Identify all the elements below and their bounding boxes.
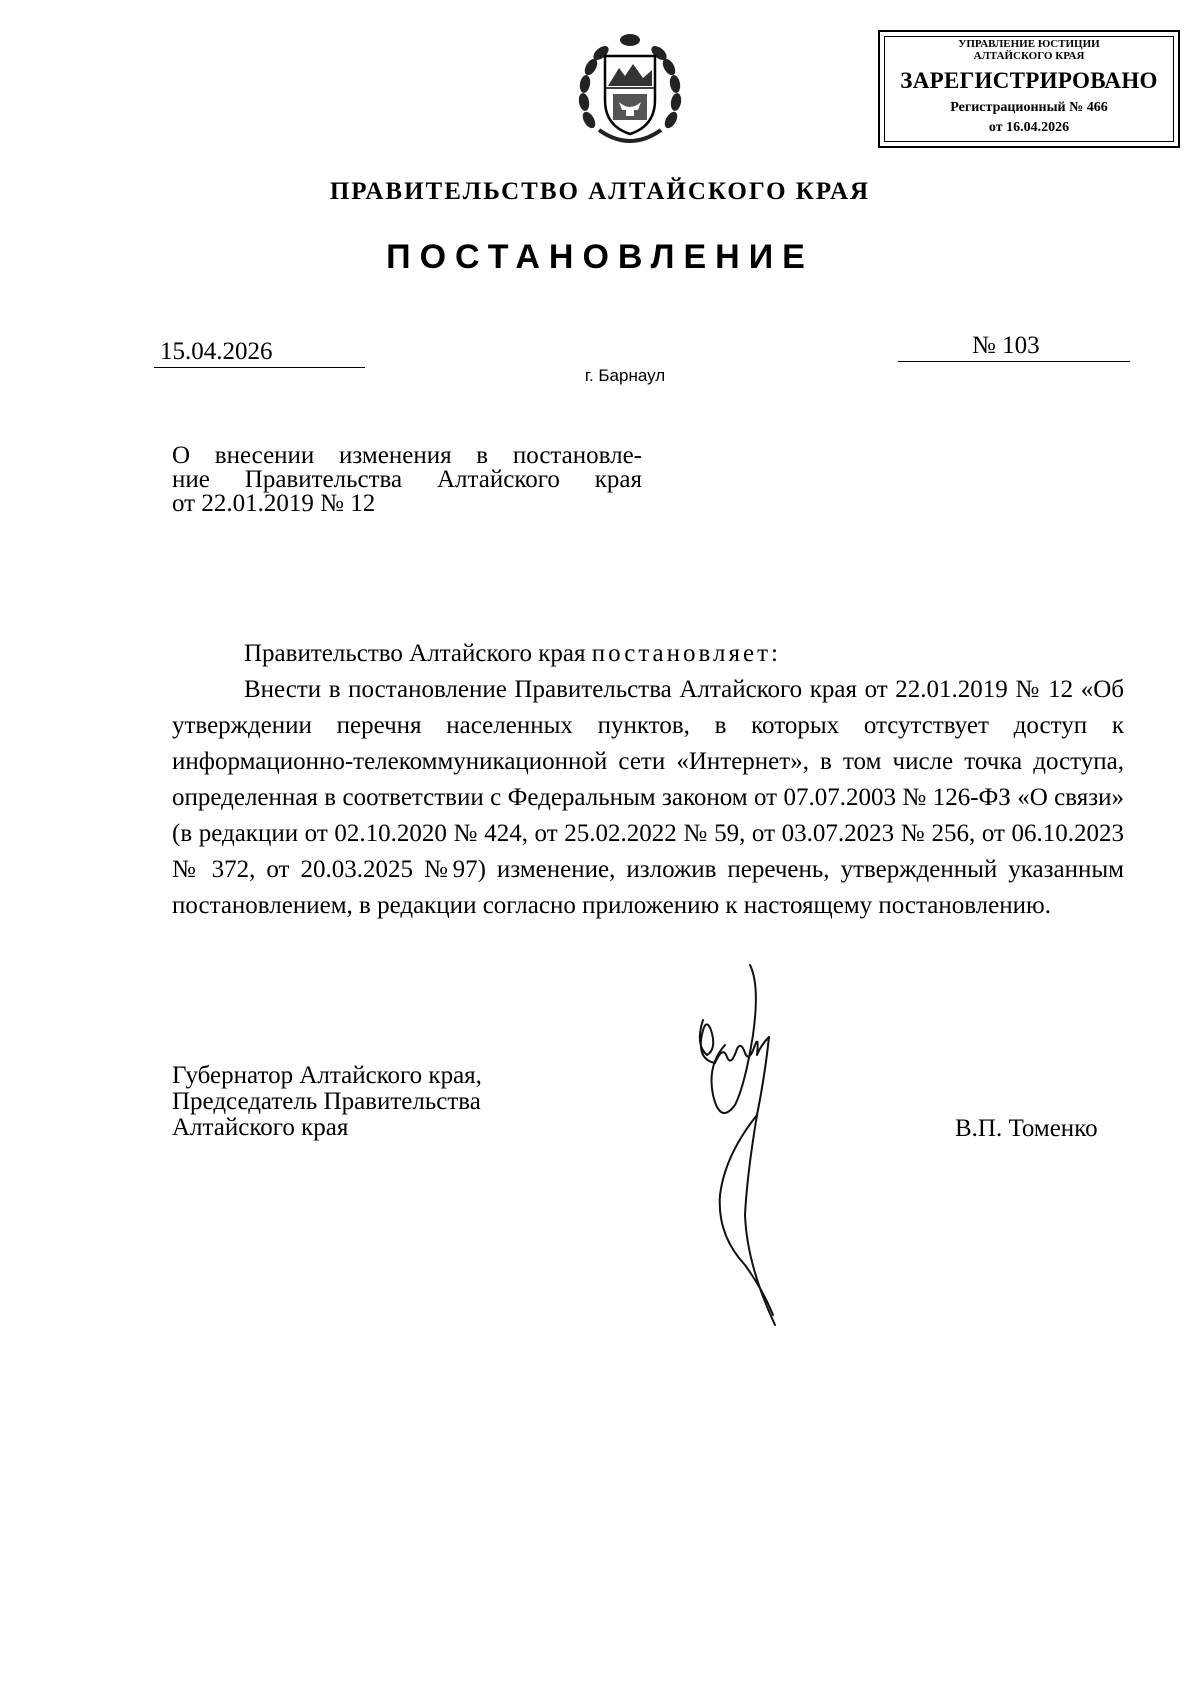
signer-position-line: Губернатор Алтайского края,: [172, 1062, 482, 1089]
main-paragraph: Внести в постановление Правительства Алтайского края от 22.01.2019 № 12 «Об утверждении перечня населенных пунктов, в которых отсутствует доступ к информационно-телекоммуникационной сети «Интернет», в том числе точка доступа, определенная в соответствии с Федеральным законом от 07.07.2003 № 126-ФЗ «О связи» (в редакции от 02.10.2020 № 424, от 25.02.2022 № 59, от 03.07.2023 № 256, от 06.10.2023 № 372, от 20.03.2025 №97) изменение, изложив перечень, утвержденный указанным постановлением, в редакции согласно приложению к настоящему постановлению.: [172, 676, 1124, 919]
stamp-organization-line1: УПРАВЛЕНИЕ ЮСТИЦИИ: [958, 38, 1100, 50]
handwritten-signature: [665, 945, 815, 1345]
government-name: ПРАВИТЕЛЬСТВО АЛТАЙСКОГО КРАЯ: [329, 178, 871, 205]
signer-position-line: Председатель Правительства: [172, 1088, 481, 1115]
document-subject: [172, 444, 642, 516]
intro-verb: постановляет:: [591, 640, 781, 667]
signer-position-line: Алтайского края: [172, 1114, 349, 1141]
document-city: г. Барнаул: [584, 366, 666, 385]
stamp-registration: [880, 100, 1178, 116]
intro-prefix: Правительство Алтайского края: [244, 640, 586, 667]
subject-line: О внесении изменения в постановле-: [172, 442, 642, 469]
document-type-title: ПОСТАНОВЛЕНИЕ: [386, 238, 814, 276]
stamp-date: 16.04.2026: [1006, 120, 1070, 135]
coat-of-arms-icon: [575, 30, 685, 150]
stamp-registration-number: 466: [1086, 100, 1108, 115]
document-body: [172, 636, 1124, 924]
stamp-organization: [880, 38, 1178, 62]
intro-paragraph: [172, 636, 1124, 672]
registration-stamp: [878, 30, 1180, 148]
stamp-date-label: от: [988, 120, 1003, 135]
document-number: № 103: [972, 332, 1040, 359]
subject-line: от 22.01.2019 № 12: [172, 490, 376, 517]
document-date: 15.04.2026: [160, 338, 273, 365]
stamp-date-row: [880, 120, 1178, 136]
signer-position: [172, 1063, 482, 1141]
number-underline: [898, 361, 1130, 362]
stamp-status: ЗАРЕГИСТРИРОВАНО: [900, 68, 1158, 93]
stamp-registration-label: Регистрационный №: [950, 100, 1084, 115]
subject-line: ние Правительства Алтайского края: [172, 466, 642, 493]
stamp-organization-line2: АЛТАЙСКОГО КРАЯ: [973, 50, 1085, 62]
signer-name: В.П. Томенко: [955, 1115, 1098, 1142]
